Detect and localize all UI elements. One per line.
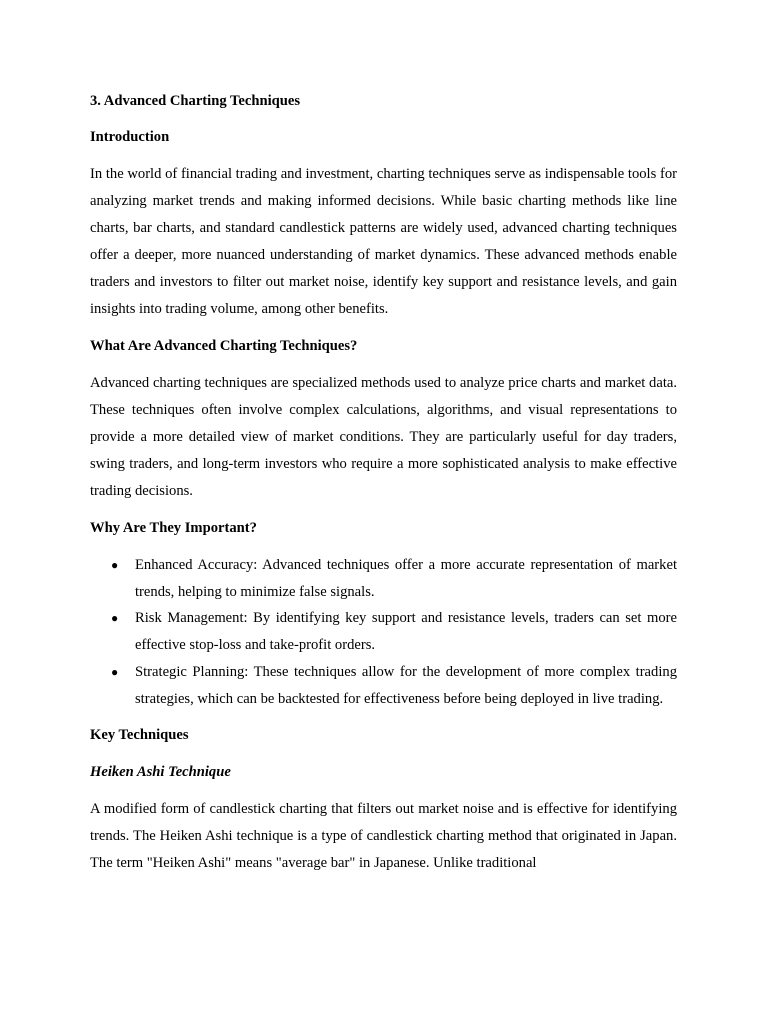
key-techniques-heading: Key Techniques xyxy=(90,727,189,744)
heiken-ashi-subheading: Heiken Ashi Technique xyxy=(90,764,231,781)
bullet-icon: ● xyxy=(111,558,119,572)
introduction-heading: Introduction xyxy=(90,129,170,145)
list-item-text: Risk Management: By identifying key support and resistance levels, traders can set more effective stop-loss and take-profit orders. xyxy=(135,610,677,654)
what-are-heading: What Are Advanced Charting Techniques? xyxy=(90,338,358,354)
bullet-icon: ● xyxy=(111,664,119,679)
list-item xyxy=(90,605,677,658)
heiken-ashi-paragraph: A modified form of candlestick charting that filters out market noise and is effective for identifying trends. The Heiken Ashi technique is a type of candlestick charting method that originated in Japan. The term "Heiken Ashi" means "average bar" in Japanese. Unlike traditional xyxy=(90,801,677,872)
section-title: 3. Advanced Charting Techniques xyxy=(90,93,301,109)
list-item xyxy=(90,552,677,605)
what-are-paragraph: Advanced charting techniques are specialized methods used to analyze price charts and market data. These techniques often involve complex calculations, algorithms, and visual representations to provide a more detailed view of market conditions. They are particularly useful for day traders, swing traders, and long-term investors who require a more sophisticated analysis to make effective trading decisions. xyxy=(90,375,677,499)
importance-list xyxy=(90,552,677,712)
document-page xyxy=(90,88,677,887)
introduction-paragraph: In the world of financial trading and investment, charting techniques serve as indispensable tools for analyzing market trends and making informed decisions. While basic charting methods like line charts, bar charts, and standard candlestick patterns are widely used, advanced charting techniques offer a deeper, more nuanced understanding of market dynamics. These advanced methods enable traders and investors to filter out market noise, identify key support and resistance levels, and gain insights into trading volume, among other benefits. xyxy=(90,166,677,317)
list-item-text: Strategic Planning: These techniques allow for the development of more complex trading strategies, which can be backtested for effectiveness before being deployed in live trading. xyxy=(135,663,677,707)
list-item-text: Enhanced Accuracy: Advanced techniques offer a more accurate representation of market trends, helping to minimize false signals. xyxy=(135,557,677,600)
bullet-icon: ● xyxy=(111,611,119,626)
why-important-heading: Why Are They Important? xyxy=(90,520,257,536)
list-item xyxy=(90,659,677,712)
